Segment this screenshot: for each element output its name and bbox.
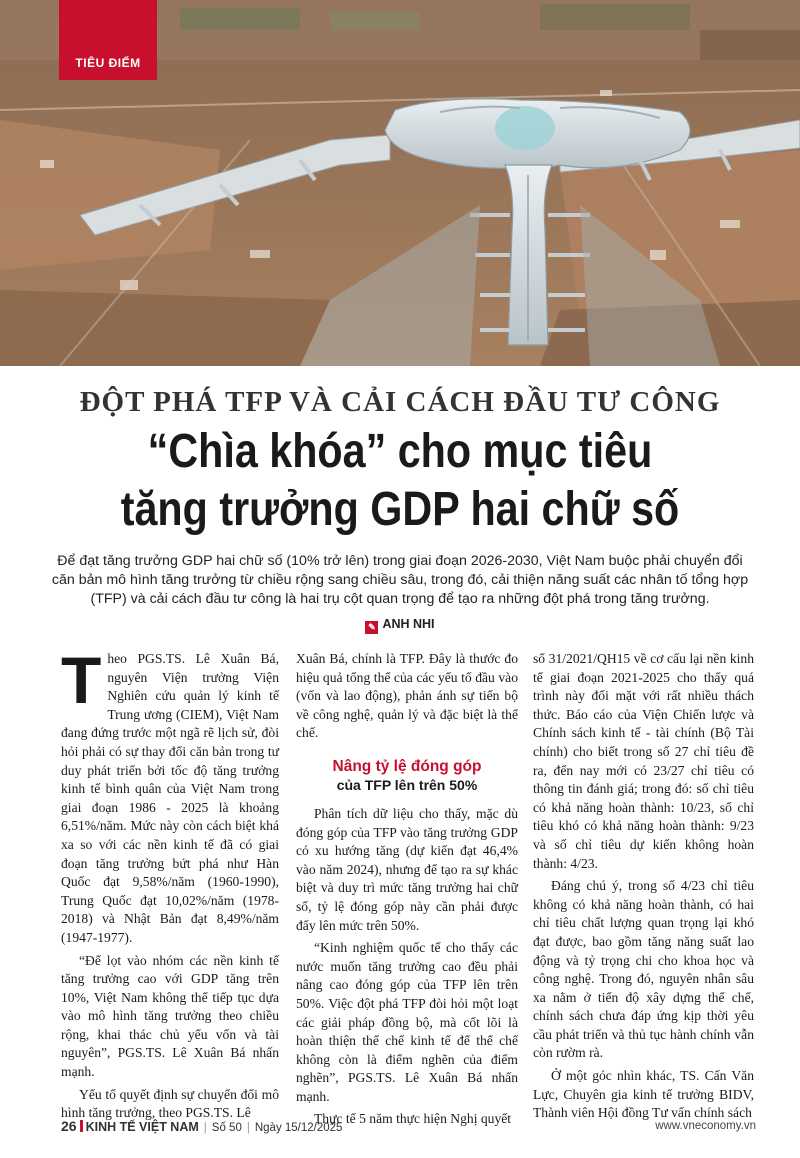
pen-icon: ✎ — [365, 621, 378, 634]
section-subhead — [296, 757, 518, 795]
hero-photo — [0, 0, 800, 366]
divider: | — [246, 1122, 250, 1134]
paragraph: Ở một góc nhìn khác, TS. Cấn Văn Lực, Chuyên gia kinh tế trưởng BIDV, Thành viên Hội đồng Tư vấn chính sách — [533, 1068, 754, 1121]
accent-bar — [80, 1120, 83, 1132]
paragraph: “Để lọt vào nhóm các nền kinh tế tăng trưởng cao với GDP tăng trên 10%, Việt Nam không thể tiếp tục dựa vào mô hình tăng trưởng theo chiều rộng, khai thác chủ yếu vốn và tài nguyên”, PGS.TS. Lê Xuân Bá nhấn mạnh. — [61, 952, 279, 1080]
article-kicker: ĐỘT PHÁ TFP VÀ CẢI CÁCH ĐẦU TƯ CÔNG — [79, 386, 721, 418]
paragraph: Yếu tố quyết định sự chuyển đổi mô hình tăng trưởng, theo PGS.TS. Lê — [61, 1086, 279, 1121]
article-headline — [56, 423, 744, 539]
article-lede: Để đạt tăng trưởng GDP hai chữ số (10% trở lên) trong giai đoạn 2026-2030, Việt Nam buộc phải chuyển đổi căn bản mô hình tăng trưởng từ chiều rộng sang chiều sâu, trong đó, cải thiện năng suất các nhân tố tổng hợp (TFP) và cải cách đầu tư công là hai trụ cột quan trọng để tạo ra những đột phá trong tăng trưởng. — [51, 553, 749, 607]
paragraph: Đáng chú ý, trong số 4/23 chỉ tiêu không có khả năng hoàn thành, có hai chỉ tiêu chất lượng quan trọng lại khó đạt được, bao gồm tăng năng suất lao động và tỷ trọng chi cho khoa học và công nghệ. Trong đó, nguyên nhân sâu xa nằm ở tiến độ xây dựng thể chế, chính sách chưa đáp ứng kịp thời yêu cầu phát triển và thủ tục hành chính vẫn còn rườm rà. — [533, 878, 754, 1061]
issue-number: Số 50 — [211, 1122, 242, 1134]
paragraph: số 31/2021/QH15 về cơ cấu lại nền kinh tế giai đoạn 2021-2025 cho thấy quá trình này đối mặt với rất nhiều thách thức. Báo cáo của Viện Chiến lược và Chính sách kinh tế - tài chính (Bộ Tài chính) cho biết trong số 27 chỉ tiêu đề ra, đến nay mới có 23/27 chỉ tiêu có thông tin đánh giá; trong đó: số chỉ tiêu có khả năng hoàn thành: 10/23, số chỉ tiêu khó có khả năng hoàn thành: 9/23 và số chỉ tiêu dự kiến không hoàn thành: 4/23. — [533, 651, 754, 871]
column-2 — [296, 650, 518, 1133]
paragraph: Xuân Bá, chính là TFP. Đây là thước đo hiệu quả tổng thể của các yếu tố đầu vào (vốn và lao động), phản ánh sự tiến bộ về công nghệ, quản lý và đặc biệt là thể chế. — [296, 651, 518, 741]
paragraph: “Kinh nghiệm quốc tế cho thấy các nước muốn tăng trưởng cao đều phải nâng cao đóng góp của TFP lên trên 50%. Việc đột phá TFP đòi hỏi một loạt các giải pháp đồng bộ, mà cốt lõi là hoàn thiện thể chế kinh tế để thể chế không còn là điểm nghẽn của điểm nghẽn”, PGS.TS. Lê Xuân Bá nhấn mạnh. — [296, 940, 518, 1104]
paragraph: Thực tế 5 năm thực hiện Nghị quyết — [314, 1111, 512, 1127]
divider: | — [203, 1122, 207, 1134]
footer-left — [61, 1118, 342, 1134]
page-number: 26 — [61, 1118, 77, 1134]
section-tag[interactable]: TIÊU ĐIỂM — [59, 0, 157, 80]
drop-cap: T — [61, 643, 102, 717]
author-name: ANH NHI — [382, 617, 435, 631]
magazine-name: KINH TẾ VIỆT NAM — [85, 1120, 199, 1134]
paragraph — [61, 643, 279, 948]
paragraph: Phân tích dữ liệu cho thấy, mặc dù đóng góp của TFP vào tăng trưởng GDP có xu hướng tăng (dự kiến đạt 46,4% vào năm 2024), nhưng để tạo ra sự khác biệt và duy trì mức tăng trưởng hai chữ số, tỷ lệ đóng góp này cần phải được đẩy lên mức trên 50%. — [296, 805, 518, 933]
issue-date: Ngày 15/12/2025 — [254, 1122, 343, 1134]
page-footer — [61, 1118, 756, 1138]
website-link[interactable]: www.vneconomy.vn — [655, 1120, 756, 1132]
column-3 — [533, 650, 754, 1127]
byline — [0, 617, 800, 634]
headline-line-2: tăng trưởng GDP hai chữ số — [120, 483, 680, 536]
paragraph-text: heo PGS.TS. Lê Xuân Bá, nguyên Viện trưởng Viện Nghiên cứu quản lý kinh tế Trung ương (CIEM), Việt Nam đang đứng trước một ngã rẽ lịch sử, đòi hỏi phải có sự thay đổi căn bản trong tư duy phát triển bởi tốc độ tăng trưởng kinh tế bình quân của Việt Nam trong giai đoạn 1986 - 2025 là khoảng 6,51%/năm. Mức này còn cách biệt khá xa so với các nền kinh tế đã có giai đoạn tăng trưởng bứt phá như Hàn Quốc đạt 9,58%/năm (1960-1990), Trung Quốc đạt 10,02%/năm (1978-2018) và Nhật Bản đạt 8,49%/năm (1947-1977). — [61, 651, 279, 945]
subhead-line-2: của TFP lên trên 50% — [336, 776, 478, 793]
subhead-line-1: Nâng tỷ lệ đóng góp — [332, 757, 482, 775]
headline-line-1: “Chìa khóa” cho mục tiêu — [147, 425, 653, 478]
column-1 — [61, 643, 279, 1127]
